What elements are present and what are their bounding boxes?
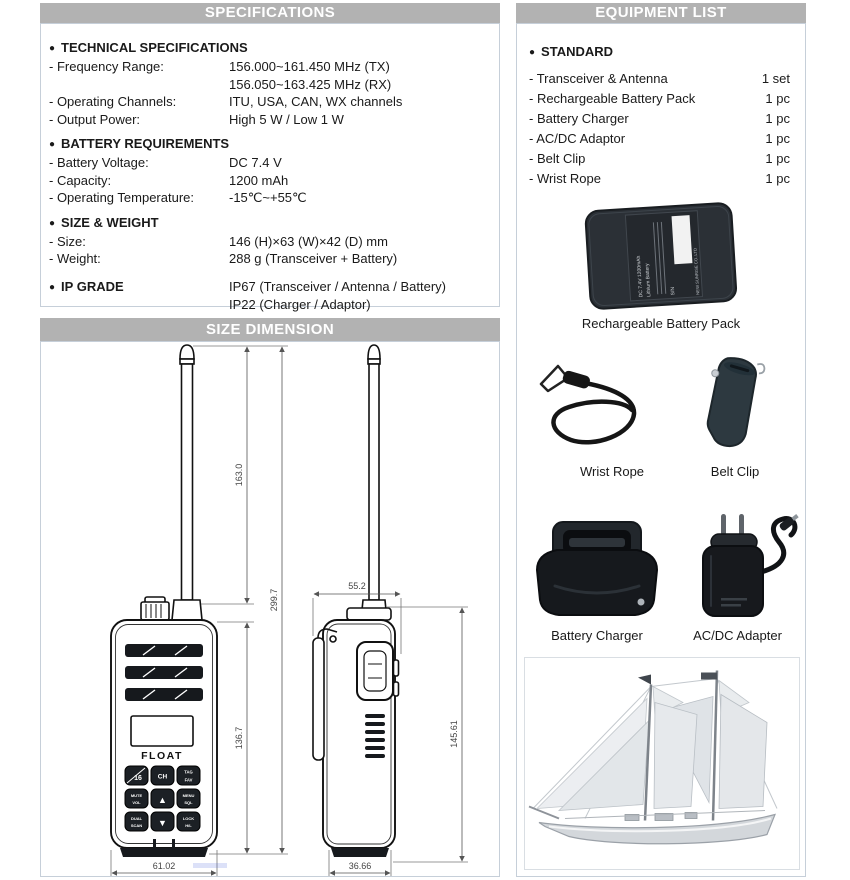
spec-section-title: SIZE & WEIGHT: [61, 214, 159, 230]
spec-section-title: IP GRADE: [61, 278, 124, 294]
key-lock-label: LOCK: [182, 816, 195, 821]
belt-clip-caption: Belt Clip: [710, 464, 760, 479]
spec-value: DC 7.4 V: [229, 155, 282, 170]
spec-row: [49, 296, 489, 314]
dim-body-depth: 36.66: [348, 861, 372, 871]
key-hl-label: H/L: [185, 823, 192, 828]
key-mute-label: MUTE: [130, 793, 143, 798]
item-qty: 1 pc: [765, 131, 790, 146]
wrist-rope-image: [531, 358, 671, 463]
battery-label-type: Lithium Battery: [644, 263, 653, 297]
spec-section-heading: [49, 278, 229, 297]
spec-value: 146 (H)×63 (W)×42 (D) mm: [229, 233, 388, 249]
ac-dc-adapter-image: [687, 510, 799, 633]
fore-sail: [654, 703, 697, 809]
spec-label: - Size:: [49, 233, 86, 249]
spec-row: [49, 58, 489, 76]
item-name: - AC/DC Adaptor: [529, 131, 626, 146]
item-qty: 1 set: [761, 71, 790, 86]
item-name: - Wrist Rope: [529, 171, 601, 186]
bullet-icon: ●: [49, 217, 56, 229]
battery-label-maker: NEW SUNRISE CO.,LTD: [692, 247, 701, 295]
rope-cord: [553, 383, 634, 442]
dim-overall-height: 299.7: [269, 588, 279, 612]
spec-label: - Weight:: [49, 251, 101, 266]
charger-led: [638, 599, 645, 606]
watermark-smudge: [193, 863, 227, 868]
equipment-item: [529, 169, 790, 189]
spec-row: [49, 154, 489, 172]
flag: [638, 675, 651, 685]
battery-pack-caption: Rechargeable Battery Pack: [581, 316, 741, 331]
battery-label-sn: S/N: [669, 286, 677, 296]
spec-value: 156.000~161.450 MHz (TX): [229, 59, 390, 74]
item-qty: 1 pc: [765, 91, 790, 106]
key-vol-label: VOL: [132, 800, 141, 805]
battery-charger-caption: Battery Charger: [551, 628, 643, 643]
dim-top-depth: 55.2: [348, 581, 366, 591]
spec-value: -15℃~+55℃: [229, 190, 307, 205]
spec-label: [49, 296, 229, 314]
equipment-item: [529, 109, 790, 129]
item-name: - Belt Clip: [529, 151, 586, 166]
item-name: - Battery Charger: [529, 111, 629, 126]
antenna-cap: [180, 345, 194, 359]
item-qty: 1 pc: [765, 171, 790, 186]
key-fav-label: FAV: [184, 777, 193, 783]
equipment-item: [529, 69, 790, 89]
dim-body-width: 61.02: [152, 861, 176, 871]
equipment-section-heading: [529, 44, 790, 59]
spec-label: [49, 76, 229, 94]
specifications-header: SPECIFICATIONS: [40, 3, 500, 23]
radio-front-view: [111, 345, 217, 857]
key-up-arrow-icon: ▲: [158, 795, 167, 805]
antenna: [182, 364, 193, 600]
key-tag-label: TAG: [184, 769, 193, 775]
lcd-display: [131, 716, 193, 746]
equipment-box: [516, 23, 806, 877]
spec-row: [49, 172, 489, 190]
spec-value: 1200 mAh: [229, 172, 289, 188]
bullet-icon: ●: [529, 47, 536, 58]
spec-row: [49, 189, 489, 207]
size-dimension-drawing: [41, 342, 499, 876]
spec-label: - Capacity:: [49, 172, 112, 188]
dim-body-height: 136.7: [234, 726, 244, 750]
size-dimension-header: SIZE DIMENSION: [40, 318, 500, 341]
bullet-icon: ●: [49, 43, 56, 54]
spec-section-title: BATTERY REQUIREMENTS: [61, 136, 230, 151]
spec-value: High 5 W / Low 1 W: [229, 111, 344, 127]
dim-antenna-length: 163.0: [234, 463, 244, 487]
battery-label-voltage: DC 7.4V 1200mAh: [635, 255, 645, 298]
key-scan-label: SCAN: [130, 823, 143, 828]
belt-clip-image: [685, 356, 785, 461]
equipment-header: EQUIPMENT LIST: [516, 3, 806, 23]
side-key: [394, 660, 399, 676]
spec-row: [49, 278, 489, 297]
key-ch-label: CH: [157, 773, 168, 781]
specifications-box: [40, 23, 500, 312]
spec-value: IP22 (Charger / Adaptor): [229, 297, 371, 312]
rope-knot: [562, 370, 592, 390]
spec-section-title: TECHNICAL SPECIFICATIONS: [61, 40, 248, 55]
equipment-item: [529, 149, 790, 169]
side-key: [394, 682, 399, 696]
size-dimension-box: [40, 341, 500, 877]
bullet-icon: ●: [49, 139, 56, 150]
spec-label: - Battery Voltage:: [49, 155, 149, 170]
spec-label: - Output Power:: [49, 111, 141, 127]
equipment-item: [529, 89, 790, 109]
spec-row: [49, 111, 489, 129]
equipment-item: [529, 129, 790, 149]
radio-side-view: [313, 345, 399, 857]
flag: [701, 673, 717, 680]
key-dual-scan: [125, 812, 148, 831]
spec-row: [49, 233, 489, 251]
main-sail: [719, 695, 767, 809]
key-lock-hl: [177, 812, 200, 831]
ac-dc-adapter-caption: AC/DC Adapter: [693, 628, 782, 643]
main-mast: [713, 671, 717, 821]
spec-label: - Operating Temperature:: [49, 190, 194, 205]
specifications-panel: [40, 3, 500, 312]
spec-value: 288 g (Transceiver + Battery): [229, 251, 398, 266]
key-mute-vol: [125, 789, 148, 808]
battery-charger-image: [527, 514, 667, 627]
dim-side-height: 145.61: [449, 720, 459, 748]
item-name: - Rechargeable Battery Pack: [529, 91, 696, 106]
key-down-arrow-icon: ▼: [158, 818, 167, 828]
spec-label: - Operating Channels:: [49, 94, 177, 109]
speaker-grille: [125, 644, 203, 701]
key-16-label: 16: [134, 775, 142, 782]
spec-label: - Frequency Range:: [49, 59, 164, 74]
spec-row: [49, 76, 489, 94]
bullet-icon: ●: [49, 281, 56, 293]
spec-value: IP67 (Transceiver / Antenna / Battery): [229, 278, 447, 294]
key-menu-label: MENU: [182, 793, 195, 798]
item-qty: 1 pc: [765, 111, 790, 126]
spec-row: [49, 93, 489, 111]
brand-label: FLOAT: [141, 750, 183, 762]
equipment-list: [517, 24, 805, 189]
size-dimension-panel: [40, 318, 500, 877]
keypad: [125, 766, 200, 831]
wrist-rope-caption: Wrist Rope: [579, 464, 645, 479]
key-dual-label: DUAL: [130, 816, 143, 821]
item-name: - Transceiver & Antenna: [529, 71, 668, 86]
sailing-ship-image: [524, 657, 800, 870]
spec-value: ITU, USA, CAN, WX channels: [229, 94, 403, 109]
spec-value: 156.050~163.425 MHz (RX): [229, 76, 392, 92]
equipment-section-title: STANDARD: [541, 44, 614, 59]
battery-pack-image: [572, 200, 750, 319]
spec-section-heading: [49, 215, 489, 230]
spec-section-heading: [49, 136, 489, 151]
item-qty: 1 pc: [765, 151, 790, 166]
equipment-panel: [516, 3, 806, 877]
spec-section-heading: [49, 40, 489, 55]
spec-row: [49, 250, 489, 268]
battery-sn-box: [672, 215, 693, 264]
key-sql-label: SQL: [184, 800, 193, 805]
key-menu-sql: [177, 789, 200, 808]
